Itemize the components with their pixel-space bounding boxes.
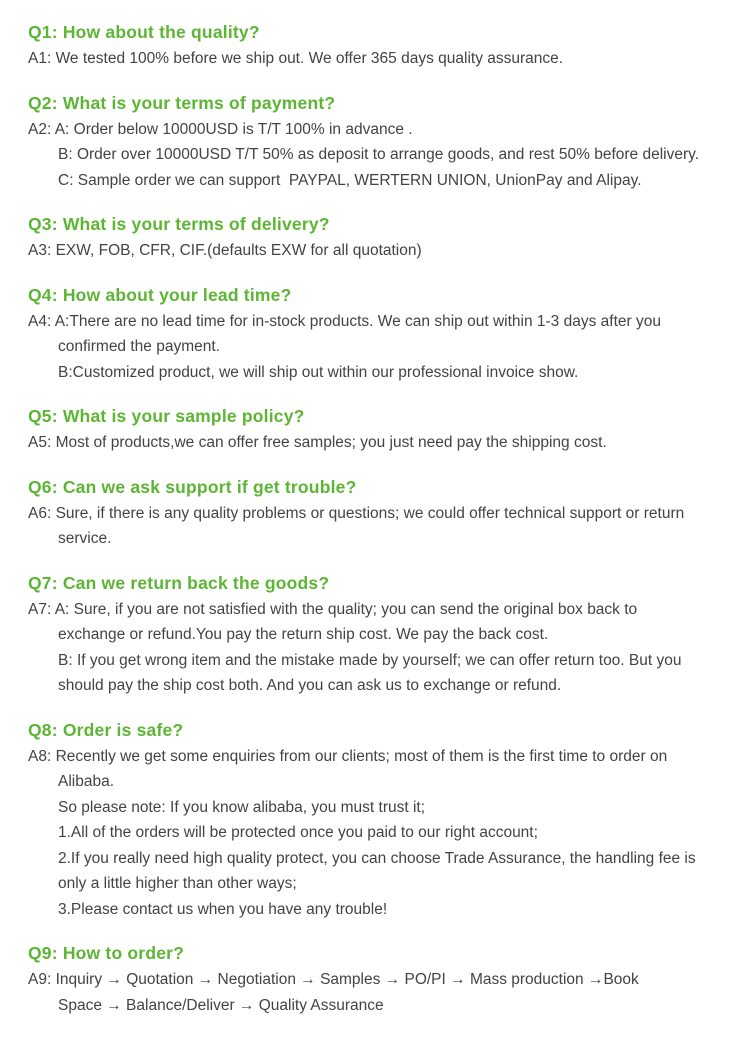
faq-answer-line: A9: Inquiry → Quotation → Negotiation → Samples → PO/PI → Mass production →Book xyxy=(28,971,639,988)
faq-answer-line: A4: A:There are no lead time for in-stock products. We can ship out within 1-3 days after you xyxy=(28,312,661,330)
faq-answer-line: B: Order over 10000USD T/T 50% as deposit to arrange goods, and rest 50% before delivery. xyxy=(58,146,700,163)
faq-question-heading: Q4: How about your lead time? xyxy=(28,284,292,305)
faq-answer-line: So please note: If you know alibaba, you must trust it; xyxy=(58,798,426,816)
faq-question-heading: Q9: How to order? xyxy=(28,943,185,963)
faq-answer-line: B:Customized product, we will ship out within our professional invoice show. xyxy=(58,363,579,381)
faq-answer-line: Alibaba. xyxy=(58,773,115,790)
faq-answer-line: B: If you get wrong item and the mistake made by yourself; we can offer return too. But you xyxy=(58,651,682,669)
faq-answer-line: 3.Please contact us when you have any trouble! xyxy=(58,900,388,918)
faq-section xyxy=(28,19,730,72)
faq-answer-line: A3: EXW, FOB, CFR, CIF.(defaults EXW for all quotation) xyxy=(28,242,422,259)
faq-answer-line: C: Sample order we can support PAYPAL, WERTERN UNION, UnionPay and Alipay. xyxy=(58,171,642,189)
faq-section xyxy=(28,90,730,194)
faq-section xyxy=(28,211,730,264)
faq-question-heading: Q7: Can we return back the goods? xyxy=(28,572,330,593)
faq-question-heading: Q1: How about the quality? xyxy=(28,22,260,42)
faq-section xyxy=(28,570,730,699)
faq-answer-line: 1.All of the orders will be protected once you paid to our right account; xyxy=(58,824,538,841)
faq-question-heading: Q5: What is your sample policy? xyxy=(28,406,305,426)
faq-answer-line: 2.If you really need high quality protect, you can choose Trade Assurance, the handling fee is xyxy=(58,849,696,867)
faq-answer-line: A5: Most of products,we can offer free samples; you just need pay the shipping cost. xyxy=(28,434,607,451)
faq-answer-line: Space → Balance/Deliver → Quality Assurance xyxy=(58,996,384,1014)
faq-answer-line: A6: Sure, if there is any quality problems or questions; we could offer technical support or return xyxy=(28,504,685,522)
faq-question-heading: Q8: Order is safe? xyxy=(28,719,184,740)
faq-section xyxy=(28,717,730,923)
faq-section xyxy=(28,282,730,386)
faq-section xyxy=(28,940,730,1018)
faq-section xyxy=(28,403,730,456)
faq-answer-line: A2: A: Order below 10000USD is T/T 100% in advance . xyxy=(28,120,413,138)
faq-section xyxy=(28,474,730,552)
faq-question-heading: Q6: Can we ask support if get trouble? xyxy=(28,476,357,497)
faq-answer-line: should pay the ship cost both. And you can ask us to exchange or refund. xyxy=(58,677,562,694)
faq-answer-line: A7: A: Sure, if you are not satisfied with the quality; you can send the original box back to xyxy=(28,600,638,618)
faq-question-heading: Q3: What is your terms of delivery? xyxy=(28,214,330,234)
faq-answer-line: only a little higher than other ways; xyxy=(58,875,297,892)
faq-answer-line: service. xyxy=(58,530,112,547)
faq-question-heading: Q2: What is your terms of payment? xyxy=(28,92,336,113)
faq-answer-line: exchange or refund.You pay the return ship cost. We pay the back cost. xyxy=(58,626,549,643)
faq-answer-line: A8: Recently we get some enquiries from our clients; most of them is the first time to order on xyxy=(28,747,668,765)
faq-answer-line: confirmed the payment. xyxy=(58,338,220,355)
faq-answer-line: A1: We tested 100% before we ship out. We offer 365 days quality assurance. xyxy=(28,50,564,67)
